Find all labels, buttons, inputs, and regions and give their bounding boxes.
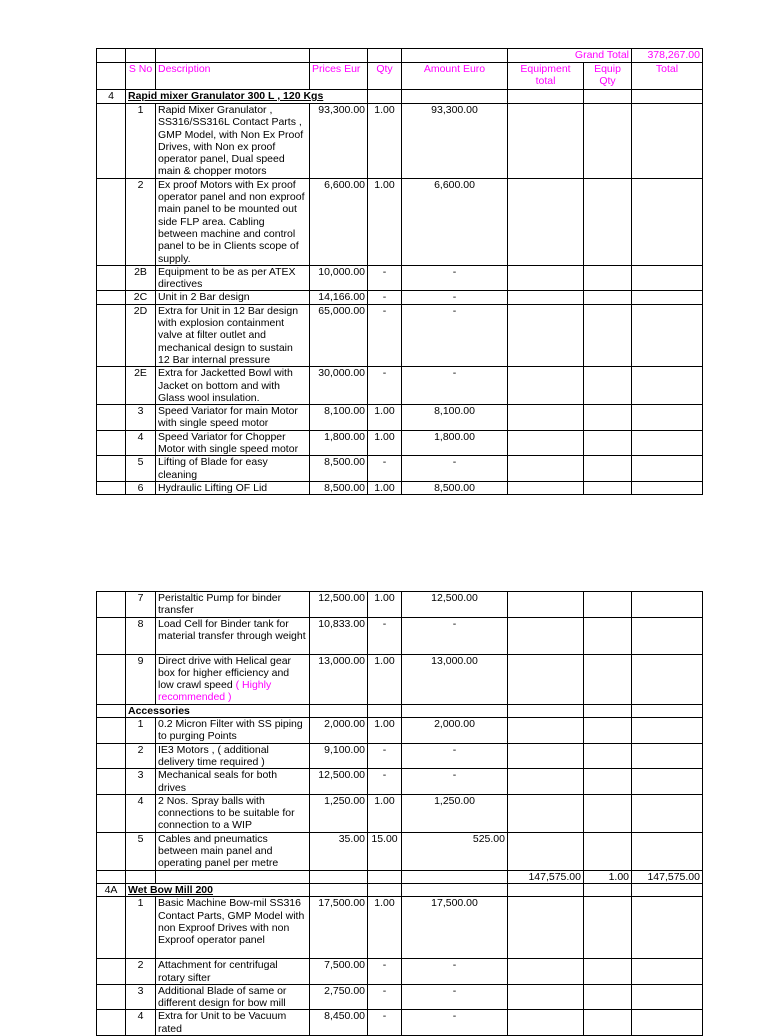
row-sno: 4 — [126, 430, 156, 456]
grand-total-value: 378,267.00 — [632, 49, 703, 63]
row-qty: - — [368, 617, 402, 654]
row-sno: 2 — [126, 743, 156, 769]
row-sno: 2 — [126, 178, 156, 265]
row-sno: 4 — [126, 1010, 156, 1036]
section-number: 4 — [97, 90, 126, 104]
row-qty: 1.00 — [368, 481, 402, 494]
row-qty: 1.00 — [368, 592, 402, 618]
table-row — [97, 897, 703, 959]
row-price: 65,000.00 — [310, 304, 368, 366]
table-row — [97, 832, 703, 870]
grand-total-row — [97, 49, 703, 63]
section-row — [97, 883, 703, 896]
table-row — [97, 617, 703, 654]
row-amount: 8,100.00 — [402, 405, 508, 431]
row-amount: 1,800.00 — [402, 430, 508, 456]
row-price: 8,100.00 — [310, 405, 368, 431]
row-price: 6,600.00 — [310, 178, 368, 265]
table-row — [97, 456, 703, 482]
row-description: Speed Variator for Chopper Motor with single speed motor — [156, 430, 310, 456]
row-description: Hydraulic Lifting OF Lid — [156, 481, 310, 494]
row-price: 2,000.00 — [310, 718, 368, 744]
row-amount: 2,000.00 — [402, 718, 508, 744]
row-price: 8,500.00 — [310, 456, 368, 482]
row-amount: 1,250.00 — [402, 794, 508, 832]
row-sno: 5 — [126, 832, 156, 870]
row-description: Rapid Mixer Granulator , SS316/SS316L Contact Parts , GMP Model, with Non Ex Proof Drives, with Non ex proof operator panel, Dual speed main & chopper motors — [156, 104, 310, 179]
row-sno: 5 — [126, 456, 156, 482]
row-sno: 2E — [126, 367, 156, 405]
subtotal-total: 147,575.00 — [632, 870, 703, 883]
row-amount: 13,000.00 — [402, 654, 508, 704]
row-price: 8,450.00 — [310, 1010, 368, 1036]
row-description: 2 Nos. Spray balls with connections to be suitable for connection to a WIP — [156, 794, 310, 832]
row-amount: - — [402, 291, 508, 304]
section-number: 4A — [97, 883, 126, 896]
row-amount: - — [402, 1010, 508, 1036]
row-description: Load Cell for Binder tank for material transfer through weight — [156, 617, 310, 654]
row-price: 2,750.00 — [310, 984, 368, 1010]
table-row — [97, 430, 703, 456]
header-amount: Amount Euro — [402, 63, 508, 90]
table-row — [97, 743, 703, 769]
section-title: Rapid mixer Granulator 300 L , 120 Kgs — [126, 90, 368, 104]
row-price: 35.00 — [310, 832, 368, 870]
row-sno: 8 — [126, 617, 156, 654]
row-qty: - — [368, 743, 402, 769]
recommendation-note: ( Highly recommended ) — [158, 679, 272, 704]
row-description: Extra for Unit to be Vacuum rated — [156, 1010, 310, 1036]
table-row — [97, 104, 703, 179]
subtotal-row — [97, 870, 703, 883]
table-row — [97, 405, 703, 431]
subtotal-equip-qty: 1.00 — [584, 870, 632, 883]
table-row — [97, 959, 703, 985]
row-price: 12,500.00 — [310, 592, 368, 618]
row-description: Basic Machine Bow-mil SS316 Contact Parts, GMP Model with non Exproof Drives with non Exproof operator panel — [156, 897, 310, 959]
row-description: Speed Variator for main Motor with single speed motor — [156, 405, 310, 431]
row-description: Peristaltic Pump for binder transfer — [156, 592, 310, 618]
row-qty: 15.00 — [368, 832, 402, 870]
row-amount: - — [402, 456, 508, 482]
row-qty: - — [368, 304, 402, 366]
row-qty: 1.00 — [368, 897, 402, 959]
row-qty: - — [368, 265, 402, 291]
row-price: 10,833.00 — [310, 617, 368, 654]
row-sno: 3 — [126, 984, 156, 1010]
row-description: Extra for Jacketted Bowl with Jacket on bottom and with Glass wool insulation. — [156, 367, 310, 405]
row-amount: 93,300.00 — [402, 104, 508, 179]
row-amount: - — [402, 367, 508, 405]
row-description: Extra for Unit in 12 Bar design with explosion containment valve at filter outlet and mechanical design to sustain 12 Bar internal pressure — [156, 304, 310, 366]
row-price: 10,000.00 — [310, 265, 368, 291]
row-sno: 2B — [126, 265, 156, 291]
row-price: 1,250.00 — [310, 794, 368, 832]
row-sno: 9 — [126, 654, 156, 704]
row-sno: 3 — [126, 769, 156, 795]
row-amount: 8,500.00 — [402, 481, 508, 494]
header-equipment-total: Equipment total — [508, 63, 584, 90]
row-qty: 1.00 — [368, 405, 402, 431]
row-sno: 1 — [126, 718, 156, 744]
row-price: 7,500.00 — [310, 959, 368, 985]
header-row — [97, 63, 703, 90]
section-title: Wet Bow Mill 200 — [126, 883, 310, 896]
table-row — [97, 592, 703, 618]
row-sno: 7 — [126, 592, 156, 618]
section-row — [97, 90, 703, 104]
row-amount: 17,500.00 — [402, 897, 508, 959]
row-description: 0.2 Micron Filter with SS piping to purging Points — [156, 718, 310, 744]
row-description: Lifting of Blade for easy cleaning — [156, 456, 310, 482]
row-sno: 2D — [126, 304, 156, 366]
row-amount: - — [402, 265, 508, 291]
row-description — [156, 654, 310, 704]
quotation-table-1 — [96, 48, 703, 495]
row-amount: 525.00 — [402, 832, 508, 870]
row-qty: - — [368, 1010, 402, 1036]
table-row — [97, 367, 703, 405]
row-qty: - — [368, 291, 402, 304]
header-sno: S No — [126, 63, 156, 90]
row-amount: - — [402, 959, 508, 985]
row-description: Cables and pneumatics between main panel and operating panel per metre — [156, 832, 310, 870]
row-description: Attachment for centrifugal rotary sifter — [156, 959, 310, 985]
row-amount: - — [402, 743, 508, 769]
row-price: 9,100.00 — [310, 743, 368, 769]
row-description: Equipment to be as per ATEX directives — [156, 265, 310, 291]
header-qty: Qty — [368, 63, 402, 90]
row-price: 8,500.00 — [310, 481, 368, 494]
accessories-heading-row — [97, 704, 703, 717]
row-amount: 6,600.00 — [402, 178, 508, 265]
accessories-title: Accessories — [126, 704, 310, 717]
row-description: Additional Blade of same or different design for bow mill — [156, 984, 310, 1010]
subtotal-equipment-total: 147,575.00 — [508, 870, 584, 883]
table-row — [97, 794, 703, 832]
table-row — [97, 718, 703, 744]
table-row — [97, 304, 703, 366]
row-price: 30,000.00 — [310, 367, 368, 405]
row-qty: - — [368, 769, 402, 795]
row-qty: - — [368, 367, 402, 405]
quotation-table-2 — [96, 591, 703, 1036]
row-description: Mechanical seals for both drives — [156, 769, 310, 795]
row-qty: 1.00 — [368, 654, 402, 704]
row-qty: 1.00 — [368, 430, 402, 456]
table-row — [97, 481, 703, 494]
row-qty: - — [368, 984, 402, 1010]
row-price: 17,500.00 — [310, 897, 368, 959]
row-qty: 1.00 — [368, 104, 402, 179]
row-sno: 2C — [126, 291, 156, 304]
row-amount: - — [402, 769, 508, 795]
table-row — [97, 178, 703, 265]
row-sno: 1 — [126, 897, 156, 959]
row-qty: 1.00 — [368, 178, 402, 265]
header-total: Total — [632, 63, 703, 90]
header-description: Description — [156, 63, 310, 90]
row-price: 13,000.00 — [310, 654, 368, 704]
row-price: 93,300.00 — [310, 104, 368, 179]
row-description: Unit in 2 Bar design — [156, 291, 310, 304]
row-sno: 1 — [126, 104, 156, 179]
table-row — [97, 1010, 703, 1036]
row-amount: 12,500.00 — [402, 592, 508, 618]
row-qty: 1.00 — [368, 718, 402, 744]
row-price: 14,166.00 — [310, 291, 368, 304]
row-qty: - — [368, 959, 402, 985]
row-price: 1,800.00 — [310, 430, 368, 456]
row-sno: 2 — [126, 959, 156, 985]
row-amount: - — [402, 984, 508, 1010]
grand-total-label: Grand Total — [508, 49, 632, 63]
row-sno: 6 — [126, 481, 156, 494]
row-price: 12,500.00 — [310, 769, 368, 795]
table-row — [97, 984, 703, 1010]
row-qty: - — [368, 456, 402, 482]
table-row — [97, 265, 703, 291]
table-row — [97, 291, 703, 304]
row-sno: 3 — [126, 405, 156, 431]
row-sno: 4 — [126, 794, 156, 832]
row-description: IE3 Motors , ( additional delivery time required ) — [156, 743, 310, 769]
row-qty: 1.00 — [368, 794, 402, 832]
row-description-text: Direct drive with Helical gear box for higher efficiency and low crawl speed — [158, 654, 292, 692]
row-description: Ex proof Motors with Ex proof operator panel and non exproof main panel to be mounted out side FLP area. Cabling between machine and control panel to be in Clients scope of supply. — [156, 178, 310, 265]
table-row — [97, 769, 703, 795]
header-prices: Prices Eur — [310, 63, 368, 90]
table-row — [97, 654, 703, 704]
header-equip-qty: Equip Qty — [584, 63, 632, 90]
row-amount: - — [402, 617, 508, 654]
row-amount: - — [402, 304, 508, 366]
